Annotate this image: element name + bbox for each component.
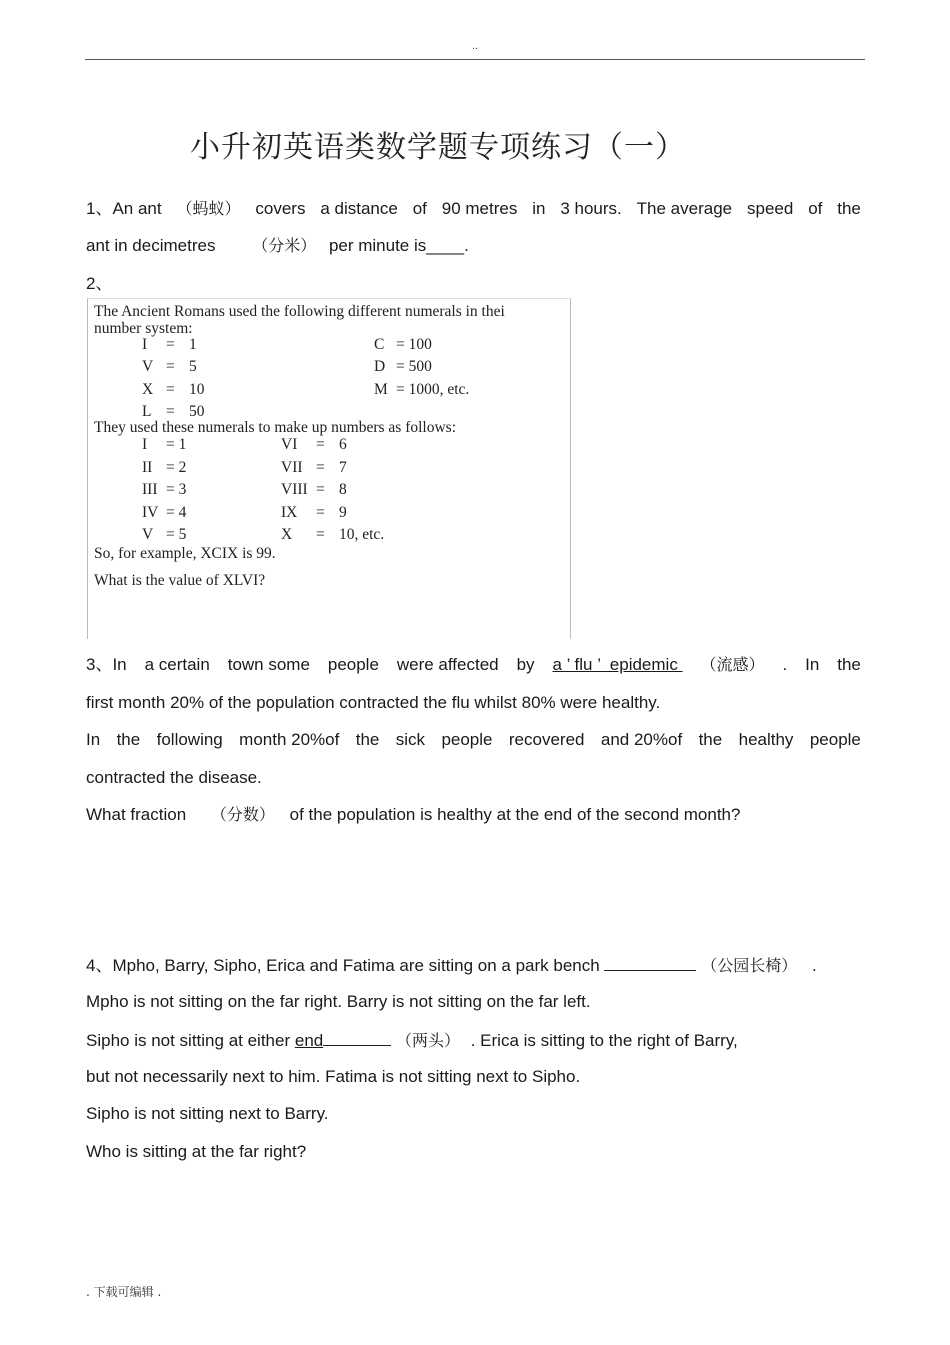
q3-word: In xyxy=(86,730,101,749)
q4-end-word: end xyxy=(294,1031,324,1050)
q3-word: the xyxy=(698,730,723,749)
q1-word: a distance xyxy=(320,199,398,218)
q3-word: people xyxy=(327,655,379,674)
q3-word: and 20%of xyxy=(600,730,683,749)
numeral-symbol: M xyxy=(374,381,388,398)
q4-cn-bench: （公园长椅） xyxy=(701,956,798,975)
q1-word: 3 hours. xyxy=(560,199,622,218)
numeral-symbol: I xyxy=(142,436,148,453)
q1-word-cn: （蚂蚁） xyxy=(176,199,241,218)
q1-word: The average xyxy=(636,199,733,218)
q4-line-5: Sipho is not sitting next to Barry. xyxy=(86,1104,329,1123)
equals-sign: = xyxy=(316,436,325,453)
q1-word: the xyxy=(837,199,861,218)
q1-word: in xyxy=(532,199,546,218)
numeral-value: 6 xyxy=(339,436,347,453)
numeral-symbol: I xyxy=(142,336,148,353)
q1-text: per minute is xyxy=(328,236,427,255)
q4-line-6: Who is sitting at the far right? xyxy=(86,1142,307,1161)
equals-sign: = xyxy=(166,358,175,375)
numeral-value: 10 xyxy=(189,381,205,398)
q4-text: Sipho is not sitting at either xyxy=(86,1031,291,1050)
q3-word: In xyxy=(805,655,820,674)
q3-word: . xyxy=(782,655,788,674)
numeral-symbol: X xyxy=(281,526,293,543)
q3-word: month 20%of xyxy=(239,730,340,749)
q1-word: of xyxy=(412,199,427,218)
q3-word: 3、In xyxy=(86,655,127,674)
q3-word: following xyxy=(156,730,223,749)
q2-intro-line-1: The Ancient Romans used the following different numerals in thei xyxy=(94,303,505,320)
q3-word: healthy xyxy=(738,730,794,749)
q4-text: 4、Mpho, Barry, Sipho, Erica and Fatima are sitting on a park bench xyxy=(86,956,600,975)
q4-text: . Erica is sitting to the right of Barry, xyxy=(470,1031,738,1050)
q3-word: people xyxy=(809,730,861,749)
q3-text: of the population is healthy at the end of the second month? xyxy=(289,805,741,824)
numeral-symbol: L xyxy=(142,403,152,420)
equals-sign: = xyxy=(166,381,175,398)
q1-line-1 xyxy=(86,198,861,220)
numeral-symbol: VII xyxy=(281,459,303,476)
numeral-symbol: X xyxy=(142,381,154,398)
equals-sign: = xyxy=(166,336,175,353)
q1-word: 1、An ant xyxy=(86,199,162,218)
numeral-symbol: II xyxy=(142,459,153,476)
q4-blank-line xyxy=(323,1029,391,1046)
q4-line-3 xyxy=(86,1029,738,1052)
q3-word: town some xyxy=(227,655,310,674)
q3-word: the xyxy=(116,730,141,749)
footer-note: . 下载可编辑 . xyxy=(86,1285,162,1299)
numeral-value: 5 xyxy=(189,358,197,375)
q3-word: were affected xyxy=(396,655,499,674)
numeral-value: 50 xyxy=(189,403,205,420)
q4-line-2: Mpho is not sitting on the far right. Barry is not sitting on the far left. xyxy=(86,992,591,1011)
q3-line-5 xyxy=(86,804,740,826)
q3-word: the xyxy=(837,655,861,674)
q3-word: a certain xyxy=(144,655,210,674)
numeral-symbol: IX xyxy=(281,504,298,521)
numeral-symbol: IV xyxy=(142,504,159,521)
numeral-value: = 4 xyxy=(166,504,187,521)
roman-numerals-figure xyxy=(87,298,571,639)
q3-line-4: contracted the disease. xyxy=(86,768,262,787)
q2-question: What is the value of XLVI? xyxy=(94,572,266,589)
q3-cn-flu: （流感） xyxy=(700,655,765,674)
q3-flu-epidemic: a ’ flu ’ epidemic xyxy=(552,655,683,674)
q1-answer-blank: ____ xyxy=(426,236,465,255)
numeral-value: = 2 xyxy=(166,459,187,476)
equals-sign: = xyxy=(166,403,175,420)
numeral-symbol: D xyxy=(374,358,386,375)
q4-cn-ends: （两头） xyxy=(395,1031,460,1050)
numeral-value: 8 xyxy=(339,481,347,498)
q1-line-2 xyxy=(86,235,469,257)
numeral-value: = 1 xyxy=(166,436,187,453)
q2-intro-line-2: number system: xyxy=(94,320,193,337)
q2-example: So, for example, XCIX is 99. xyxy=(94,545,276,562)
q4-blank-line xyxy=(604,954,696,971)
numeral-symbol: V xyxy=(142,358,154,375)
q3-line-1 xyxy=(86,654,861,676)
equals-sign: = xyxy=(316,504,325,521)
numeral-value: = 5 xyxy=(166,526,187,543)
q2-intro-line-3: They used these numerals to make up numbers as follows: xyxy=(94,419,457,436)
q1-word: covers xyxy=(255,199,306,218)
equals-sign: = xyxy=(316,526,325,543)
numeral-value: = 1000, etc. xyxy=(396,381,470,398)
q3-word: recovered xyxy=(508,730,585,749)
q1-word: of xyxy=(808,199,823,218)
q3-word: people xyxy=(441,730,493,749)
numeral-value: 1 xyxy=(189,336,197,353)
q1-word: 90 metres xyxy=(441,199,518,218)
numeral-value: = 500 xyxy=(396,358,432,375)
q4-line-1 xyxy=(86,954,817,977)
q3-line-3 xyxy=(86,729,861,751)
q3-cn-fraction: （分数） xyxy=(210,805,275,824)
q3-line-2: first month 20% of the population contracted the flu whilst 80% were healthy. xyxy=(86,693,661,712)
numeral-value: 7 xyxy=(339,459,347,476)
numeral-symbol: VI xyxy=(281,436,298,453)
q4-period: . xyxy=(811,956,817,975)
q3-text: What fraction xyxy=(86,805,187,824)
q4-line-4: but not necessarily next to him. Fatima is not sitting next to Sipho. xyxy=(86,1067,581,1086)
equals-sign: = xyxy=(316,459,325,476)
q1-word: speed xyxy=(746,199,794,218)
header-rule xyxy=(85,59,865,60)
numeral-symbol: C xyxy=(374,336,385,353)
q1-period: . xyxy=(464,236,469,255)
numeral-value: 9 xyxy=(339,504,347,521)
q3-word: the xyxy=(355,730,380,749)
q3-word: by xyxy=(516,655,535,674)
q1-text: ant in decimetres xyxy=(86,236,216,255)
q1-cn-decimetres: （分米） xyxy=(252,236,317,255)
numeral-value: = 100 xyxy=(396,336,432,353)
equals-sign: = xyxy=(316,481,325,498)
q3-word: sick xyxy=(395,730,426,749)
numeral-symbol: V xyxy=(142,526,154,543)
numeral-value: = 3 xyxy=(166,481,187,498)
page-title: 小升初英语类数学题专项练习（一） xyxy=(190,130,686,165)
numeral-symbol: III xyxy=(142,481,158,498)
q2-number: 2、 xyxy=(86,274,113,293)
numeral-symbol: VIII xyxy=(281,481,308,498)
header-mark: .. xyxy=(471,40,479,52)
numeral-value: 10, etc. xyxy=(339,526,385,543)
